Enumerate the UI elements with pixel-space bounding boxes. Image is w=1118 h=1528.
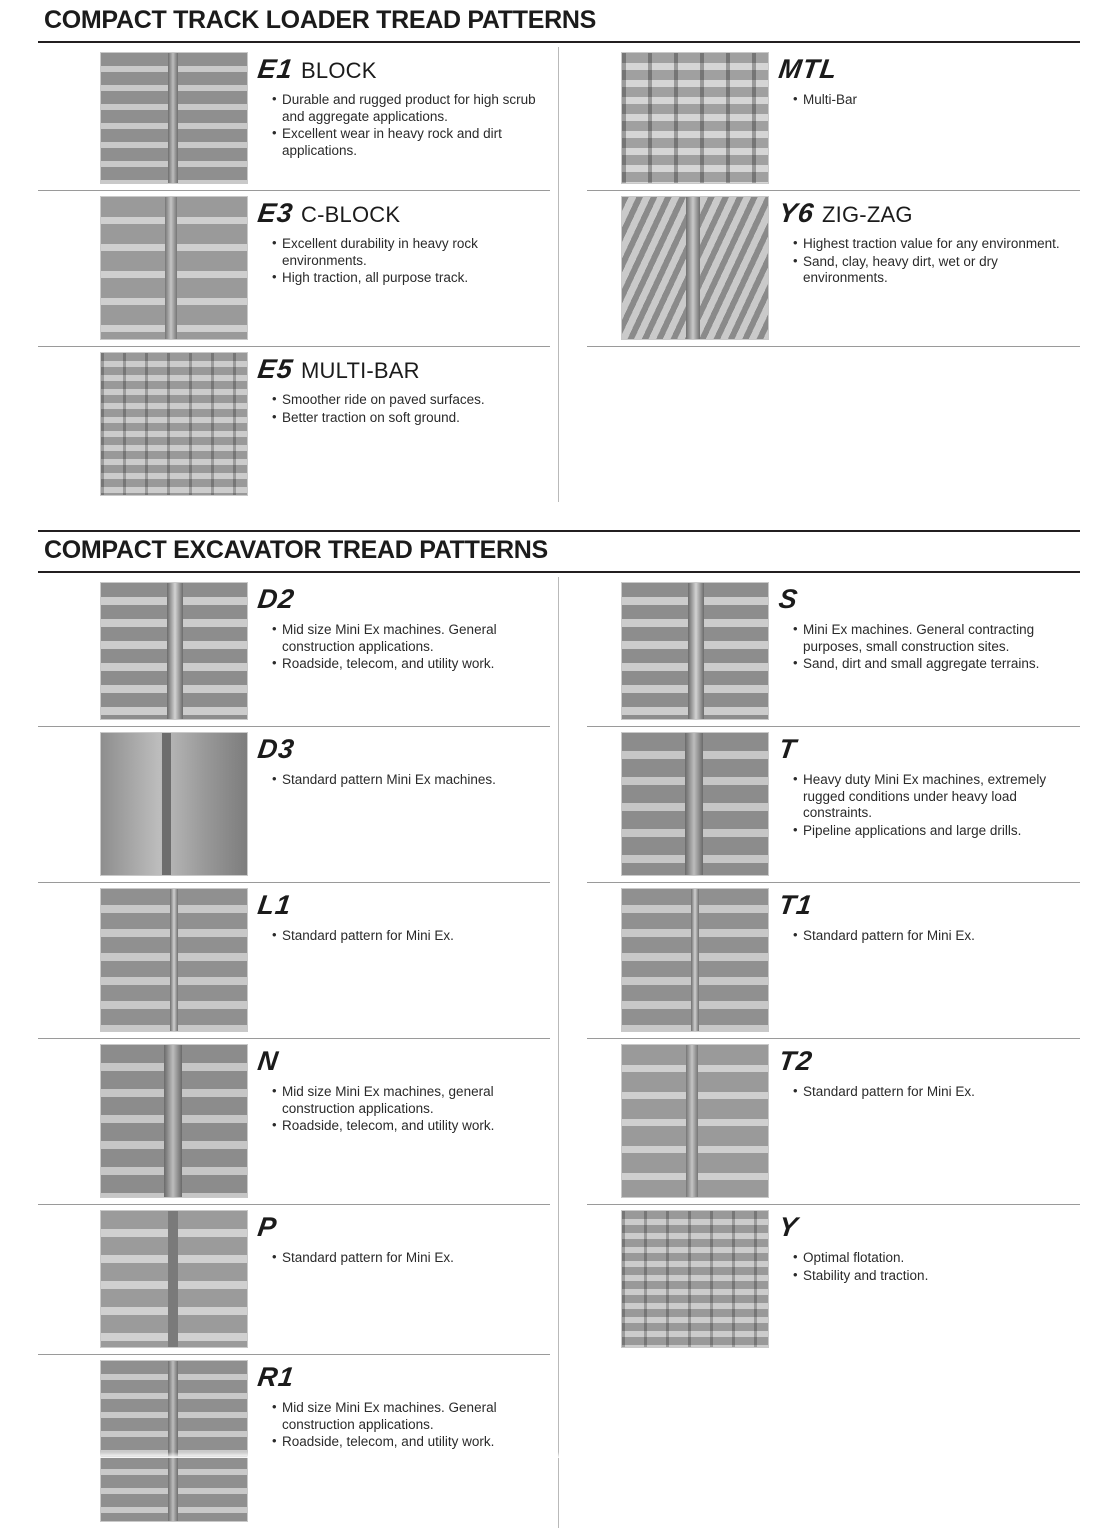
- pattern-image-s: [621, 582, 769, 720]
- pattern-image-e1: [100, 52, 248, 184]
- pattern-code: Y: [776, 1212, 801, 1242]
- pattern-bullets: [258, 1084, 550, 1135]
- pattern-image-t: [621, 732, 769, 876]
- pattern-row: [38, 47, 550, 191]
- pattern-row: [38, 1355, 550, 1528]
- bullet: • Multi-Bar: [793, 92, 1080, 109]
- section-excavator: [38, 530, 1080, 1528]
- bullet: • Roadside, telecom, and utility work.: [272, 656, 550, 673]
- bullet: • Standard pattern for Mini Ex.: [272, 928, 550, 945]
- section-grid-track-loader: [38, 47, 1080, 502]
- pattern-image-n: [100, 1044, 248, 1198]
- pattern-row: [587, 577, 1080, 727]
- section-spacer: [38, 502, 1080, 520]
- pattern-code: E1: [255, 54, 296, 84]
- bullet: • Excellent durability in heavy rock environments.: [272, 236, 550, 269]
- bullet: • Standard pattern Mini Ex machines.: [272, 772, 550, 789]
- bullet: • Mid size Mini Ex machines, general construction applications.: [272, 1084, 550, 1117]
- bullet: • Mini Ex machines. General contracting purposes, small construction sites.: [793, 622, 1080, 655]
- pattern-code: E3: [255, 198, 296, 228]
- bullet: • Smoother ride on paved surfaces.: [272, 392, 550, 409]
- pattern-image-t2: [621, 1044, 769, 1198]
- pattern-info: [255, 196, 550, 288]
- pattern-info: [776, 1044, 1080, 1102]
- pattern-image-y6: [621, 196, 769, 340]
- page-bottom-fade: [0, 1452, 1118, 1458]
- pattern-row: [587, 1039, 1080, 1205]
- pattern-info: [255, 1360, 550, 1452]
- pattern-code: T1: [776, 890, 815, 920]
- pattern-row: [587, 727, 1080, 883]
- pattern-image-p: [100, 1210, 248, 1348]
- pattern-code: MTL: [776, 54, 840, 84]
- pattern-image-l1: [100, 888, 248, 1032]
- bullet: • Heavy duty Mini Ex machines, extremely rugged conditions under heavy load constraints.: [793, 772, 1080, 822]
- pattern-row: [587, 47, 1080, 191]
- pattern-code: P: [255, 1212, 280, 1242]
- pattern-bullets: [779, 1250, 1080, 1284]
- pattern-code: Y6: [776, 198, 817, 228]
- pattern-info: [255, 52, 550, 160]
- pattern-bullets: [258, 1250, 550, 1267]
- pattern-bullets: [258, 622, 550, 673]
- section-divider: [38, 530, 1080, 532]
- pattern-image-e3: [100, 196, 248, 340]
- pattern-info: [776, 732, 1080, 840]
- pattern-image-e5: [100, 352, 248, 496]
- pattern-image-d3: [100, 732, 248, 876]
- column-right: [559, 47, 1080, 502]
- pattern-code: L1: [255, 890, 294, 920]
- pattern-name: BLOCK: [301, 58, 377, 83]
- pattern-row: [38, 577, 550, 727]
- bullet: • Standard pattern for Mini Ex.: [793, 1084, 1080, 1101]
- pattern-bullets: [258, 392, 550, 426]
- pattern-row: [587, 883, 1080, 1039]
- pattern-row: [38, 1039, 550, 1205]
- column-left: [38, 577, 559, 1528]
- pattern-bullets: [779, 772, 1080, 839]
- pattern-bullets: [779, 622, 1080, 673]
- bullet: • Sand, clay, heavy dirt, wet or dry environments.: [793, 254, 1080, 287]
- pattern-bullets: [258, 236, 550, 287]
- bullet: • Mid size Mini Ex machines. General construction applications.: [272, 1400, 550, 1433]
- pattern-info: [255, 888, 550, 946]
- section-grid-excavator: [38, 577, 1080, 1528]
- pattern-info: [255, 1044, 550, 1136]
- column-left: [38, 47, 559, 502]
- pattern-name: C-BLOCK: [301, 202, 401, 227]
- pattern-bullets: [779, 1084, 1080, 1101]
- bullet: • Mid size Mini Ex machines. General construction applications.: [272, 622, 550, 655]
- pattern-image-mtl: [621, 52, 769, 184]
- section-title-excavator: COMPACT EXCAVATOR TREAD PATTERNS: [44, 536, 548, 564]
- pattern-code: E5: [255, 354, 296, 384]
- pattern-image-t1: [621, 888, 769, 1032]
- bullet: • Sand, dirt and small aggregate terrains.: [793, 656, 1080, 673]
- bullet: • High traction, all purpose track.: [272, 270, 550, 287]
- pattern-bullets: [258, 92, 550, 159]
- pattern-image-y: [621, 1210, 769, 1348]
- pattern-code: D2: [255, 584, 297, 614]
- pattern-code: S: [776, 584, 801, 614]
- pattern-code: D3: [255, 734, 297, 764]
- pattern-info: [776, 582, 1080, 674]
- pattern-info: [255, 352, 550, 427]
- pattern-info: [776, 1210, 1080, 1285]
- pattern-info: [776, 52, 1080, 110]
- pattern-info: [255, 1210, 550, 1268]
- pattern-info: [776, 196, 1080, 288]
- pattern-code: T: [776, 734, 799, 764]
- bullet: • Roadside, telecom, and utility work.: [272, 1434, 550, 1451]
- pattern-code: N: [255, 1046, 281, 1076]
- bullet: • Stability and traction.: [793, 1268, 1080, 1285]
- pattern-bullets: [779, 928, 1080, 945]
- pattern-name: MULTI-BAR: [301, 358, 420, 383]
- pattern-bullets: [779, 92, 1080, 109]
- bullet: • Highest traction value for any environment.: [793, 236, 1080, 253]
- pattern-name: ZIG-ZAG: [822, 202, 913, 227]
- pattern-row: [38, 727, 550, 883]
- pattern-row: [587, 1205, 1080, 1354]
- pattern-row: [38, 883, 550, 1039]
- pattern-image-r1: [100, 1360, 248, 1522]
- pattern-code: R1: [255, 1362, 297, 1392]
- bullet: • Better traction on soft ground.: [272, 410, 550, 427]
- pattern-info: [776, 888, 1080, 946]
- pattern-info: [255, 582, 550, 674]
- pattern-row: [38, 191, 550, 347]
- bullet: • Excellent wear in heavy rock and dirt applications.: [272, 126, 550, 159]
- pattern-bullets: [258, 928, 550, 945]
- bullet: • Optimal flotation.: [793, 1250, 1080, 1267]
- section-divider: [38, 41, 1080, 43]
- section-divider: [38, 571, 1080, 573]
- pattern-bullets: [258, 772, 550, 789]
- pattern-code: T2: [776, 1046, 815, 1076]
- pattern-row: [587, 191, 1080, 347]
- bullet: • Roadside, telecom, and utility work.: [272, 1118, 550, 1135]
- pattern-bullets: [779, 236, 1080, 287]
- bullet: • Standard pattern for Mini Ex.: [793, 928, 1080, 945]
- bullet: • Durable and rugged product for high scrub and aggregate applications.: [272, 92, 550, 125]
- bullet: • Standard pattern for Mini Ex.: [272, 1250, 550, 1267]
- pattern-row: [38, 1205, 550, 1355]
- bullet: • Pipeline applications and large drills.: [793, 823, 1080, 840]
- column-right: [559, 577, 1080, 1528]
- pattern-info: [255, 732, 550, 790]
- section-track-loader: [38, 6, 1080, 502]
- section-title-track-loader: COMPACT TRACK LOADER TREAD PATTERNS: [44, 6, 596, 34]
- pattern-bullets: [258, 1400, 550, 1451]
- pattern-row: [38, 347, 550, 502]
- pattern-image-d2: [100, 582, 248, 720]
